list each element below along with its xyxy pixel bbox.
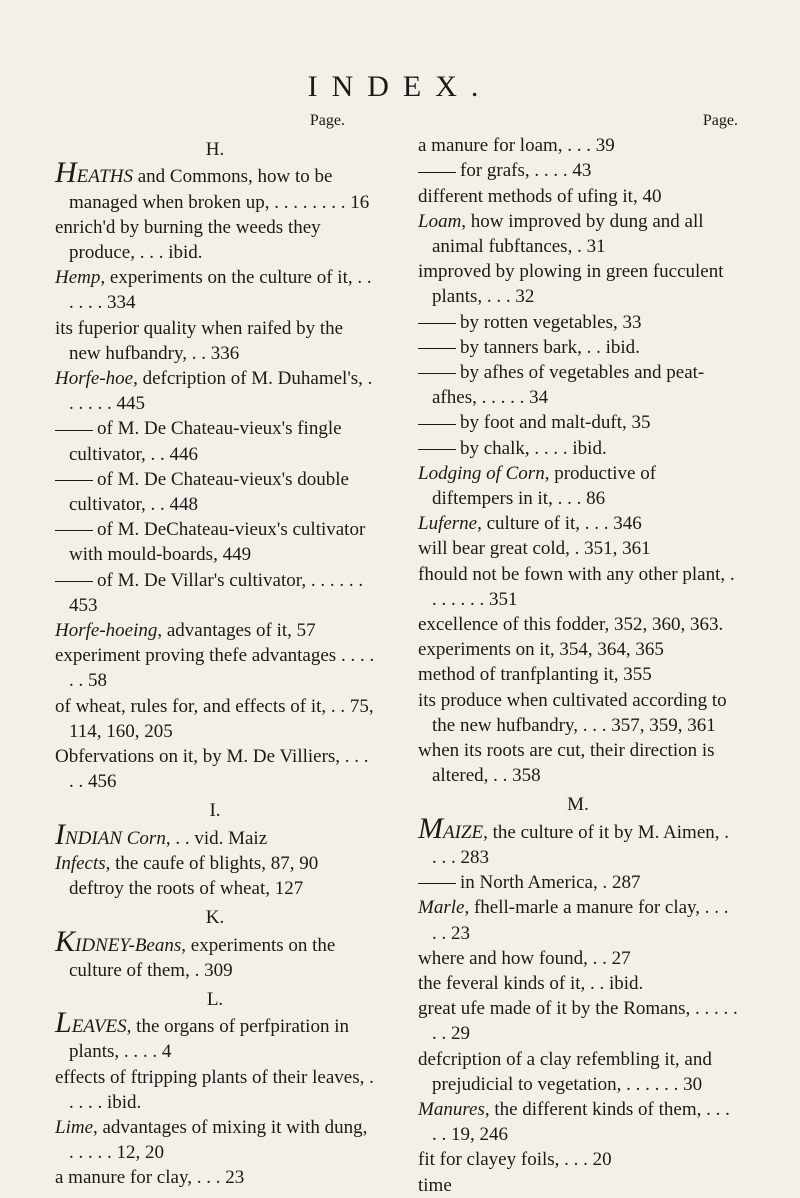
- index-entry: [418, 360, 738, 410]
- ditto-dash: [55, 581, 93, 582]
- entry-text: for grafs, . . . . 43: [460, 160, 592, 182]
- entry-text: in North America, . 287: [460, 872, 641, 894]
- entry-text: by afhes of vegetables and peat-afhes, . . . . . 34: [432, 362, 705, 409]
- index-entry: [418, 1173, 738, 1198]
- index-entry: [55, 156, 375, 214]
- entry-text: a manure for loam, . . . 39: [418, 135, 615, 157]
- entry-text: of M. DeChateau-vieux's cultivator with mould-boards, 449: [69, 519, 366, 566]
- drop-cap: L: [55, 1006, 72, 1040]
- index-letter-heading: K.: [205, 907, 225, 929]
- entry-text: by rotten vegetables, 33: [460, 311, 642, 333]
- entry-text: by foot and malt-duft, 35: [460, 412, 651, 434]
- entry-text: fit for clayey foils, . . . 20: [418, 1149, 612, 1171]
- index-entry: [55, 618, 375, 643]
- index-entry: [55, 1065, 375, 1115]
- ditto-dash: [418, 172, 456, 173]
- drop-cap: H: [55, 156, 77, 190]
- index-entry: [55, 568, 375, 618]
- index-entry: [418, 536, 738, 561]
- entry-text: experiment proving thefe advantages . . . . . . 58: [55, 645, 375, 692]
- index-letter-heading: M.: [567, 794, 589, 816]
- index-entry: [418, 158, 738, 183]
- entry-term: IDNEY-Beans: [75, 934, 182, 956]
- entry-text: of M. De Chateau-vieux's double cultivator, . . 448: [69, 468, 349, 516]
- index-entry: [418, 688, 738, 738]
- entry-term: Hemp: [55, 267, 101, 289]
- drop-cap: K: [55, 924, 76, 958]
- entry-text: excellence of this fodder, 352, 360, 363.: [418, 614, 724, 636]
- entry-text: its produce when cultivated according to the new hufbandry, . . . 357, 359, 361: [418, 689, 727, 736]
- entry-text: , the caufe of blights, 87, 90 deftroy the roots of wheat, 127: [69, 852, 319, 900]
- index-entry: [55, 851, 375, 901]
- ditto-dash: [418, 323, 456, 324]
- entry-text: , experiments on the culture of them, . 309: [69, 934, 336, 981]
- entry-text: , productive of diftempers in it, . . . 86: [432, 462, 657, 510]
- entry-text: where and how found, . . 27: [418, 947, 631, 969]
- ditto-dash: [418, 373, 456, 374]
- index-entry: [418, 811, 738, 870]
- index-entry: [418, 870, 738, 895]
- index-entry: [418, 335, 738, 360]
- entry-text: , defcription of M. Duhamel's, . . . . . . 445: [69, 368, 373, 415]
- entry-text: , how improved by dung and all animal fubftances, . 31: [432, 210, 704, 258]
- index-entry: [418, 511, 738, 536]
- index-entry: [55, 316, 375, 366]
- entry-term: Marle: [418, 897, 465, 919]
- index-entry: [418, 562, 738, 612]
- index-entry: [55, 265, 375, 315]
- ditto-dash: [418, 883, 456, 884]
- index-entry: [418, 1147, 738, 1172]
- index-entry: [55, 1006, 375, 1064]
- index-entry: [55, 517, 375, 567]
- index-entry: [418, 971, 738, 996]
- entry-text: a manure for clay, . . . 23: [55, 1167, 245, 1189]
- entry-text: , fhell-marle a manure for clay, . . . . . 23: [432, 897, 729, 944]
- index-entry: [55, 744, 375, 794]
- right-entries: [418, 133, 738, 1198]
- index-entry: [55, 924, 375, 983]
- entry-text: , the organs of perfpiration in plants, . . . . 4: [69, 1016, 349, 1063]
- index-entry: [55, 215, 375, 265]
- index-entry: [418, 410, 738, 435]
- index-entry: [418, 461, 738, 511]
- entry-text: experiments on it, 354, 364, 365: [418, 639, 664, 661]
- left-entries: [55, 137, 375, 1190]
- index-entry: [55, 1165, 375, 1190]
- entry-text: the feveral kinds of it, . . ibid.: [418, 972, 644, 994]
- entry-text: different methods of ufing it, 40: [418, 185, 662, 207]
- right-column: [418, 108, 738, 1198]
- entry-term: Loam: [418, 210, 462, 232]
- entry-term: Luferne: [418, 513, 478, 535]
- entry-term: EATHS: [76, 166, 133, 188]
- entry-text: enrich'd by burning the weeds they produce, . . . ibid.: [55, 216, 321, 264]
- entry-term: Infects: [55, 852, 106, 874]
- entry-text: defcription of a clay refembling it, and prejudicial to vegetation, . . . . . . 30: [418, 1048, 712, 1095]
- entry-text: , the different kinds of them, . . . . . 19, 246: [432, 1098, 730, 1146]
- ditto-dash: [55, 430, 93, 431]
- entry-text: , the culture of it by M. Aimen, . . . . 283: [432, 821, 730, 868]
- ditto-dash: [418, 424, 456, 425]
- index-entry: [418, 612, 738, 637]
- entry-text: fhould not be fown with any other plant, . . . . . . . 351: [418, 563, 735, 610]
- index-letter-heading: I.: [209, 800, 221, 822]
- entry-text: will bear great cold, . 351, 361: [418, 538, 651, 560]
- entry-term: NDIAN Corn: [65, 827, 166, 849]
- index-entry: [418, 946, 738, 971]
- index-entry: [55, 817, 375, 851]
- entry-text: time: [418, 1174, 452, 1196]
- drop-cap: M: [418, 811, 443, 845]
- index-entry: [418, 436, 738, 461]
- entry-text: by chalk, . . . . ibid.: [460, 437, 607, 459]
- ditto-dash: [418, 348, 456, 349]
- entry-text: of M. De Chateau-vieux's fingle cultivator, . . 446: [69, 418, 342, 465]
- entry-text: improved by plowing in green fucculent plants, . . . 32: [418, 261, 724, 308]
- entry-text: , culture of it, . . . 346: [477, 513, 642, 535]
- ditto-dash: [418, 449, 456, 450]
- entry-text: and Commons, how to be managed when broken up, . . . . . . . . 16: [69, 166, 370, 213]
- entry-term: Horfe-hoeing: [55, 620, 158, 642]
- entry-text: effects of ftripping plants of their leaves, . . . . . ibid.: [55, 1066, 374, 1113]
- page-label-left: Page.: [309, 112, 345, 129]
- entry-text: of M. De Villar's cultivator, . . . . . . 453: [69, 569, 364, 616]
- index-entry: [418, 310, 738, 335]
- index-entry: [55, 694, 375, 744]
- page-header: INDEX.: [307, 70, 493, 103]
- entry-text: Obfervations on it, by M. De Villiers, . . . . . 456: [55, 746, 369, 793]
- entry-term: EAVES: [71, 1016, 127, 1038]
- index-entry: [55, 643, 375, 693]
- entry-text: its fuperior quality when raifed by the new hufbandry, . . 336: [55, 317, 344, 364]
- index-entry: [418, 895, 738, 945]
- entry-term: Manures: [418, 1098, 485, 1120]
- index-entry: [55, 366, 375, 416]
- entry-text: of wheat, rules for, and effects of it, . . 75, 114, 160, 205: [55, 695, 374, 742]
- index-entry: [418, 738, 738, 788]
- entry-term: Horfe-hoe: [55, 368, 134, 390]
- index-letter-heading: L.: [206, 988, 224, 1010]
- index-entry: [418, 662, 738, 687]
- index-entry: [55, 1115, 375, 1165]
- entry-text: when its roots are cut, their direction is altered, . . 358: [418, 740, 715, 787]
- index-entry: [418, 184, 738, 209]
- index-entry: [418, 133, 738, 158]
- index-entry: [418, 259, 738, 309]
- entry-term: Lodging of Corn: [418, 462, 545, 484]
- index-entry: [418, 1097, 738, 1147]
- index-entry: [55, 416, 375, 466]
- entry-text: by tanners bark, . . ibid.: [460, 336, 640, 358]
- drop-cap: I: [55, 817, 65, 851]
- entry-text: , . . vid. Maiz: [165, 827, 268, 849]
- index-entry: [418, 637, 738, 662]
- entry-text: , advantages of mixing it with dung, . . . . . 12, 20: [69, 1116, 368, 1164]
- entry-text: , advantages of it, 57: [157, 620, 316, 642]
- ditto-dash: [55, 530, 93, 531]
- ditto-dash: [55, 480, 93, 481]
- index-letter-heading: H.: [205, 139, 225, 161]
- entry-text: great ufe made of it by the Romans, . . . . . . . 29: [418, 998, 738, 1045]
- entry-term: Lime: [55, 1116, 93, 1138]
- left-column: [55, 108, 375, 1191]
- index-entry: [418, 209, 738, 259]
- index-entry: [55, 467, 375, 517]
- index-entry: [418, 1047, 738, 1097]
- entry-text: method of tranfplanting it, 355: [418, 664, 652, 686]
- page-label-right: Page.: [702, 112, 738, 129]
- entry-text: , experiments on the culture of it, . . . . . . 334: [69, 267, 372, 314]
- index-entry: [418, 996, 738, 1046]
- entry-term: AIZE: [443, 821, 484, 843]
